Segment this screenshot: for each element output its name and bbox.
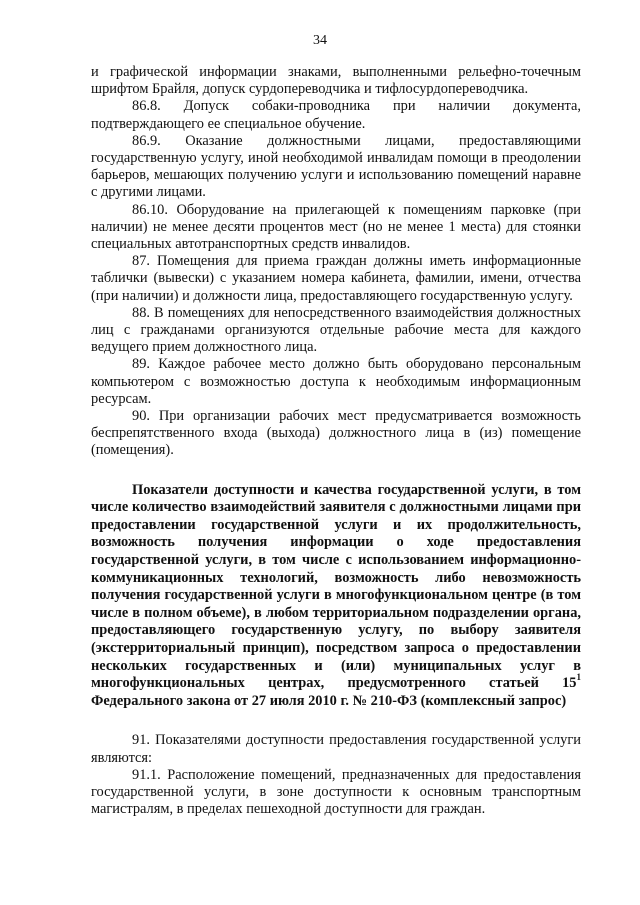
page-number: 34 — [313, 33, 327, 48]
paragraph-91: 91. Показателями доступности предоставления государственной услуги являются: — [91, 732, 581, 766]
paragraph-86-8: 86.8. Допуск собаки-проводника при наличии документа, подтверждающего ее специальное обучение. — [91, 98, 581, 132]
paragraph-91-1: 91.1. Расположение помещений, предназначенных для предоставления государственной услуги, в зоне доступности к основным транспортным магистралям, в пределах пешеходной доступности для граждан. — [91, 766, 581, 818]
paragraph-86-9: 86.9. Оказание должностными лицами, предоставляющими государственную услугу, иной необходимой инвалидам помощи в преодолении барьеров, мешающих получению услуги и использованию помещений наравне с другими лицами. — [91, 132, 581, 201]
section-heading — [91, 482, 581, 711]
page-content — [91, 64, 581, 818]
section-heading-superscript: 1 — [576, 672, 581, 683]
paragraph-88: 88. В помещениях для непосредственного взаимодействия должностных лиц с гражданами организуются отдельные рабочие места для каждого ведущего прием должностного лица. — [91, 304, 581, 356]
paragraph-86-10: 86.10. Оборудование на прилегающей к помещениям парковке (при наличии) не менее десяти процентов мест (но не менее 1 места) для стоянки специальных автотранспортных средств инвалидов. — [91, 201, 581, 253]
paragraph-89: 89. Каждое рабочее место должно быть оборудовано персональным компьютером с возможностью доступа к необходимым информационным ресурсам. — [91, 356, 581, 407]
section-heading-text-end: Федерального закона от 27 июля 2010 г. № 210-ФЗ (комплексный запрос) — [91, 692, 567, 709]
paragraph-90: 90. При организации рабочих мест предусматривается возможность беспрепятственного входа (выхода) должностного лица в (из) помещение (помещения). — [91, 408, 581, 459]
paragraph-87: 87. Помещения для приема граждан должны иметь информационные таблички (вывески) с указанием номера кабинета, фамилии, имени, отчества (при наличии) и должности лица, предоставляющего государственную услугу. — [91, 253, 581, 304]
section-heading-text: Показатели доступности и качества государственной услуги, в том числе количество взаимодействий заявителя с должностными лицами при предоставлении государственной услуги и их продолжительность, возможность получения информации о ходе предоставления государственной услуги, в том числе с использованием информационно-коммуникационных технологий, возможность либо невозможность получения государственной услуги в многофункциональном центре (в том числе в полном объеме), в любом территориальном подразделении органа, предоставляющего государственную услугу, по выбору заявителя (экстерриториальный принцип), посредством запроса о предоставлении нескольких государственных и (или) муниципальных услуг в многофункциональных центрах, предусмотренного статьей 15 — [91, 481, 581, 692]
paragraph-intro: и графической информации знаками, выполненными рельефно-точечным шрифтом Брайля, допуск сурдопереводчика и тифлосурдопереводчика. — [91, 64, 581, 98]
